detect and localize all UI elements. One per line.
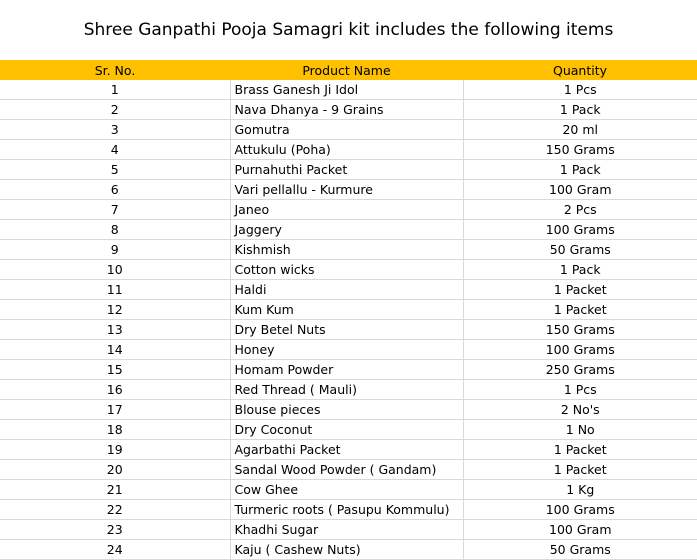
quantity-cell: 250 Grams [463, 360, 697, 380]
product-name-cell: Kishmish [230, 240, 463, 260]
sr-no-cell: 7 [0, 200, 230, 220]
product-name-cell: Red Thread ( Mauli) [230, 380, 463, 400]
header-product-name: Product Name [302, 62, 391, 78]
table-row [0, 320, 697, 340]
product-name-cell: Cow Ghee [230, 480, 463, 500]
sr-no-cell: 5 [0, 160, 230, 180]
quantity-cell: 1 Pcs [463, 380, 697, 400]
table-row [0, 140, 697, 160]
product-name-cell: Brass Ganesh Ji Idol [230, 80, 463, 100]
quantity-cell: 1 Pack [463, 100, 697, 120]
table-row [0, 360, 697, 380]
sr-no-cell: 17 [0, 400, 230, 420]
sr-no-cell: 6 [0, 180, 230, 200]
table-row [0, 220, 697, 240]
header-row [0, 60, 697, 80]
product-name-cell: Jaggery [230, 220, 463, 240]
sr-no-cell: 14 [0, 340, 230, 360]
quantity-cell: 150 Grams [463, 140, 697, 160]
table-row [0, 120, 697, 140]
product-name-cell: Homam Powder [230, 360, 463, 380]
quantity-cell: 1 Pack [463, 160, 697, 180]
table-row [0, 440, 697, 460]
quantity-cell: 1 Packet [463, 440, 697, 460]
product-name-cell: Attukulu (Poha) [230, 140, 463, 160]
product-name-cell: Dry Betel Nuts [230, 320, 463, 340]
quantity-cell: 100 Grams [463, 220, 697, 240]
quantity-cell: 1 Pcs [463, 80, 697, 100]
product-name-cell: Agarbathi Packet [230, 440, 463, 460]
sr-no-cell: 15 [0, 360, 230, 380]
table-row [0, 260, 697, 280]
product-name-cell: Haldi [230, 280, 463, 300]
product-name-cell: Janeo [230, 200, 463, 220]
page-title: Shree Ganpathi Pooja Samagri kit includes the following items [83, 20, 614, 40]
table-row [0, 160, 697, 180]
product-name-cell: Sandal Wood Powder ( Gandam) [230, 460, 463, 480]
sr-no-cell: 1 [0, 80, 230, 100]
sr-no-cell: 24 [0, 540, 230, 560]
table-row [0, 280, 697, 300]
product-name-cell: Honey [230, 340, 463, 360]
quantity-cell: 1 Kg [463, 480, 697, 500]
sr-no-cell: 16 [0, 380, 230, 400]
sr-no-cell: 13 [0, 320, 230, 340]
product-name-cell: Cotton wicks [230, 260, 463, 280]
quantity-cell: 150 Grams [463, 320, 697, 340]
quantity-cell: 2 Pcs [463, 200, 697, 220]
quantity-cell: 50 Grams [463, 540, 697, 560]
table-row [0, 80, 697, 100]
product-name-cell: Turmeric roots ( Pasupu Kommulu) [230, 500, 463, 520]
sr-no-cell: 20 [0, 460, 230, 480]
table-row [0, 300, 697, 320]
table-row [0, 480, 697, 500]
quantity-cell: 1 Packet [463, 280, 697, 300]
table-row [0, 520, 697, 540]
sr-no-cell: 19 [0, 440, 230, 460]
sr-no-cell: 22 [0, 500, 230, 520]
sr-no-cell: 4 [0, 140, 230, 160]
table-row [0, 380, 697, 400]
sr-no-cell: 3 [0, 120, 230, 140]
quantity-cell: 50 Grams [463, 240, 697, 260]
table-row [0, 240, 697, 260]
sr-no-cell: 9 [0, 240, 230, 260]
product-name-cell: Kum Kum [230, 300, 463, 320]
product-name-cell: Kaju ( Cashew Nuts) [230, 540, 463, 560]
quantity-cell: 100 Grams [463, 340, 697, 360]
quantity-cell: 1 Packet [463, 300, 697, 320]
sr-no-cell: 12 [0, 300, 230, 320]
table-row [0, 400, 697, 420]
product-name-cell: Nava Dhanya - 9 Grains [230, 100, 463, 120]
table-row [0, 420, 697, 440]
product-name-cell: Vari pellallu - Kurmure [230, 180, 463, 200]
product-name-cell: Khadhi Sugar [230, 520, 463, 540]
product-name-cell: Purnahuthi Packet [230, 160, 463, 180]
sr-no-cell: 11 [0, 280, 230, 300]
table-row [0, 200, 697, 220]
header-sr-no: Sr. No. [94, 62, 136, 78]
sr-no-cell: 8 [0, 220, 230, 240]
table-row [0, 540, 697, 560]
sr-no-cell: 2 [0, 100, 230, 120]
table-row [0, 460, 697, 480]
sr-no-cell: 21 [0, 480, 230, 500]
quantity-cell: 1 Packet [463, 460, 697, 480]
sr-no-cell: 23 [0, 520, 230, 540]
quantity-cell: 20 ml [463, 120, 697, 140]
table-row [0, 180, 697, 200]
quantity-cell: 1 Pack [463, 260, 697, 280]
quantity-cell: 100 Gram [463, 520, 697, 540]
sr-no-cell: 10 [0, 260, 230, 280]
quantity-cell: 1 No [463, 420, 697, 440]
table-row [0, 500, 697, 520]
header-quantity: Quantity [552, 62, 608, 78]
items-table [0, 60, 697, 560]
table-row [0, 100, 697, 120]
table-row [0, 340, 697, 360]
sr-no-cell: 18 [0, 420, 230, 440]
quantity-cell: 2 No's [463, 400, 697, 420]
quantity-cell: 100 Grams [463, 500, 697, 520]
product-name-cell: Dry Coconut [230, 420, 463, 440]
product-name-cell: Gomutra [230, 120, 463, 140]
product-name-cell: Blouse pieces [230, 400, 463, 420]
quantity-cell: 100 Gram [463, 180, 697, 200]
